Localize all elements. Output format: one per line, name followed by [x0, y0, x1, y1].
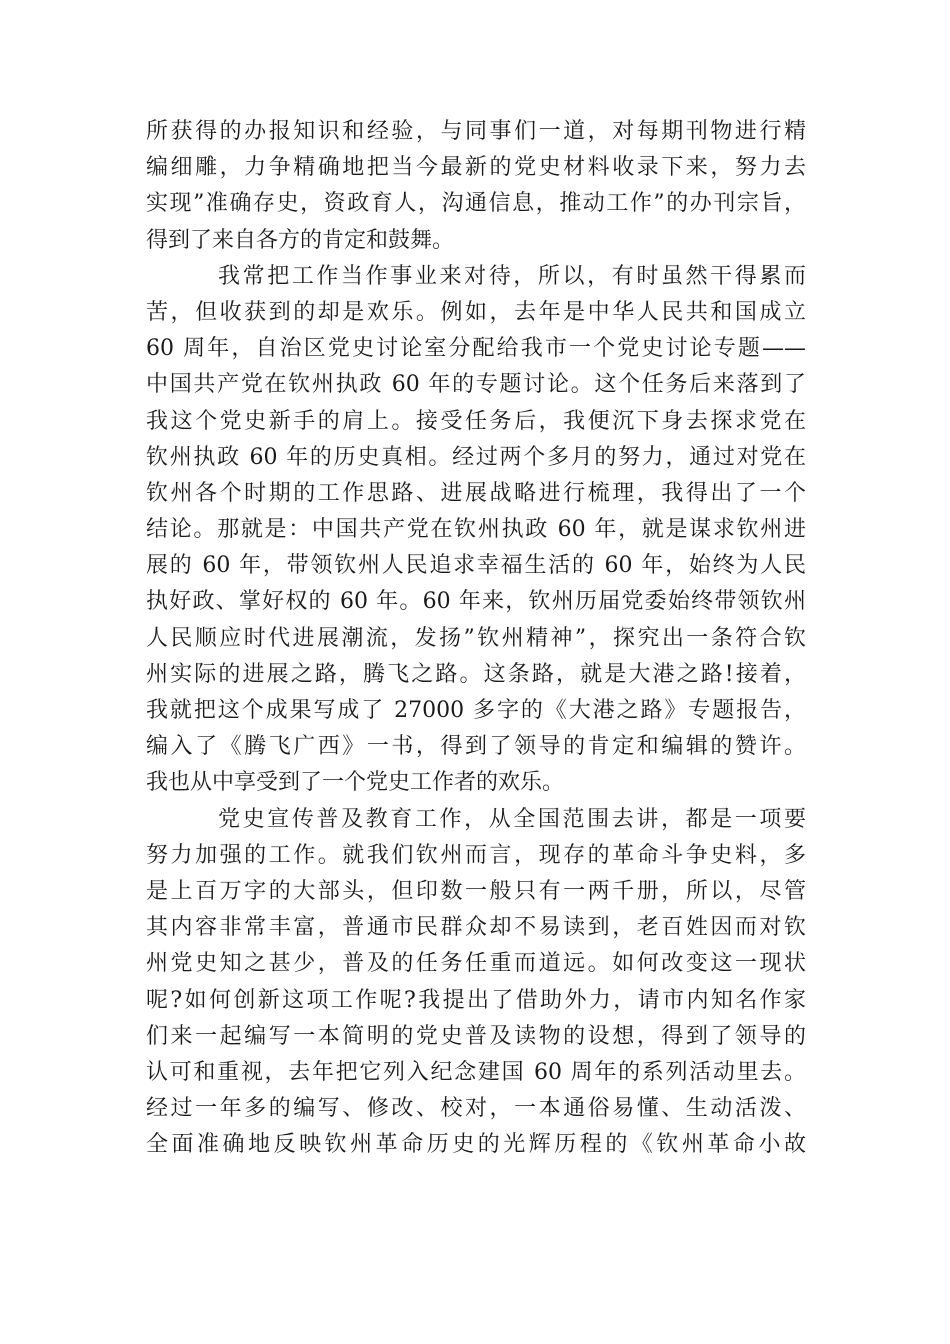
text-line: 努力加强的工作。就我们钦州而言，现存的革命斗争史料，多 — [146, 842, 806, 868]
text-line: 展的 60 年，带领钦州人民追求幸福生活的 60 年，始终为人民 — [146, 553, 806, 579]
text-line: 实现”准确存史，资政育人，沟通信息，推动工作”的办刊宗旨， — [146, 191, 806, 217]
text-line: 中国共产党在钦州执政 60 年的专题讨论。这个任务后来落到了 — [146, 372, 806, 398]
text-line: 我这个党史新手的肩上。接受任务后，我便沉下身去探求党在 — [146, 408, 806, 434]
text-line: 得到了来自各方的肯定和鼓舞。 — [146, 227, 455, 253]
text-line: 60 周年，自治区党史讨论室分配给我市一个党史讨论专题—— — [146, 336, 806, 362]
body-text — [146, 114, 806, 1163]
text-line: 呢?如何创新这项工作呢?我提出了借助外力，请市内知名作家 — [146, 987, 806, 1013]
text-line: 钦州执政 60 年的历史真相。经过两个多月的努力，通过对党在 — [146, 444, 806, 470]
text-line: 党史宣传普及教育工作，从全国范围去讲，都是一项要 — [218, 806, 806, 832]
text-line: 所获得的办报知识和经验，与同事们一道，对每期刊物进行精 — [146, 119, 806, 144]
text-line: 州党史知之甚少，普及的任务任重而道远。如何改变这一现状 — [146, 951, 806, 977]
text-line: 认可和重视，去年把它列入纪念建国 60 周年的系列活动里去。 — [146, 1059, 806, 1085]
text-line: 苦，但收获到的却是欢乐。例如，去年是中华人民共和国成立 — [146, 299, 806, 325]
text-line: 其内容非常丰富，普通市民群众却不易读到，老百姓因而对钦 — [146, 915, 806, 941]
text-line: 是上百万字的大部头，但印数一般只有一两千册，所以，尽管 — [146, 878, 806, 904]
text-line: 经过一年多的编写、修改、校对，一本通俗易懂、生动活泼、 — [146, 1096, 806, 1122]
text-line: 编入了《腾飞广西》一书，得到了领导的肯定和编辑的赞许。 — [146, 734, 806, 760]
text-line: 人民顺应时代进展潮流，发扬”钦州精神”，探究出一条符合钦 — [146, 625, 806, 651]
text-line: 全面准确地反映钦州革命历史的光辉历程的《钦州革命小故 — [146, 1132, 806, 1158]
text-line: 州实际的进展之路，腾飞之路。这条路，就是大港之路!接着， — [146, 661, 806, 687]
text-line: 们来一起编写一本简明的党史普及读物的设想，得到了领导的 — [146, 1023, 806, 1049]
text-line: 编细雕，力争精确地把当今最新的党史材料收录下来，努力去 — [146, 155, 806, 181]
text-line: 执好政、掌好权的 60 年。60 年来，钦州历届党委始终带领钦州 — [146, 589, 806, 615]
text-line: 我就把这个成果写成了 27000 多字的《大港之路》专题报告， — [146, 698, 806, 723]
text-line: 钦州各个时期的工作思路、进展战略进行梳理，我得出了一个 — [146, 480, 806, 506]
text-line: 结论。那就是：中国共产党在钦州执政 60 年，就是谋求钦州进 — [146, 517, 806, 543]
text-line: 我常把工作当作事业来对待，所以，有时虽然干得累而 — [218, 263, 806, 289]
text-line: 我也从中享受到了一个党史工作者的欢乐。 — [146, 770, 565, 796]
